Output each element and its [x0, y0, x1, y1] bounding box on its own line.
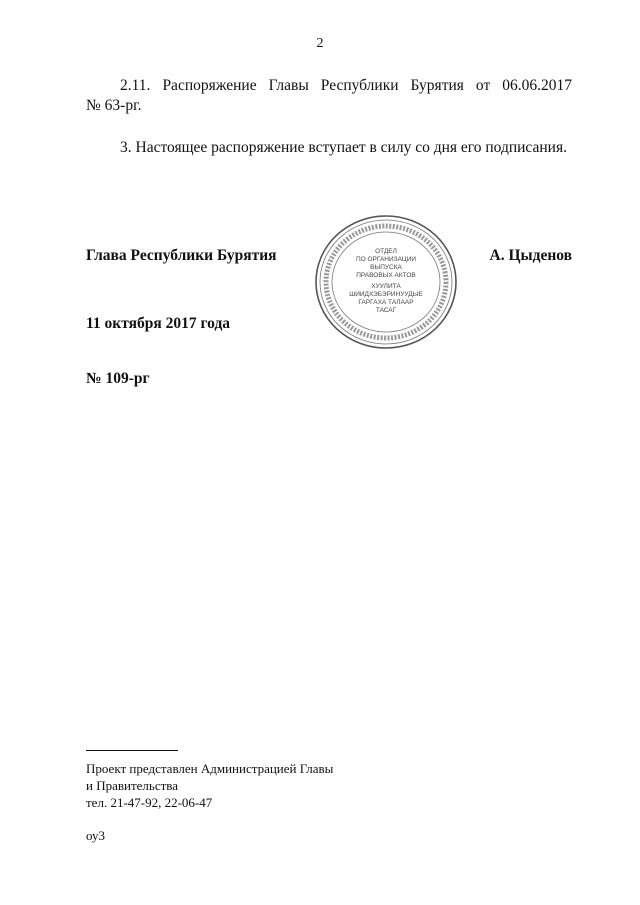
- svg-text:ПО ОРГАНИЗАЦИИ: ПО ОРГАНИЗАЦИИ: [355, 256, 417, 263]
- svg-text:ОТДЕЛ: ОТДЕЛ: [375, 248, 397, 255]
- svg-text:ВЫПУСКА: ВЫПУСКА: [370, 264, 402, 271]
- footnote-divider: [86, 750, 178, 751]
- footer-line2: и Правительства: [86, 778, 179, 793]
- svg-text:ГАРГАХА ТАЛААР: ГАРГАХА ТАЛААР: [358, 299, 414, 306]
- svg-text:ТАСАГ: ТАСАГ: [375, 307, 397, 314]
- page-number: 2: [316, 36, 324, 51]
- official-seal: [312, 212, 460, 352]
- item-3: 3. Настоящее распоряжение вступает в силу со дня его подписания.: [120, 139, 567, 156]
- svg-text:ШИИДХЭБЭРИНУУДЫЕ: ШИИДХЭБЭРИНУУДЫЕ: [349, 291, 423, 298]
- document-number: № 109-рг: [86, 370, 150, 387]
- svg-text:ПРАВОВЫХ АКТОВ: ПРАВОВЫХ АКТОВ: [356, 272, 416, 279]
- signature-date: 11 октября 2017 года: [86, 315, 231, 332]
- signatory-position: Глава Республики Бурятия: [86, 247, 277, 264]
- item-2-11-line1: 2.11. Распоряжение Главы Республики Бурятия от 06.06.2017: [120, 77, 572, 94]
- footer-line1: Проект представлен Администрацией Главы: [86, 761, 334, 776]
- footer-phones: тел. 21-47-92, 22-06-47: [86, 795, 213, 810]
- svg-text:ХУУЛИТА: ХУУЛИТА: [371, 283, 401, 290]
- footer-code: оу3: [86, 828, 106, 843]
- signatory-name: А. Цыденов: [489, 247, 572, 264]
- item-2-11-line2: № 63-рг.: [86, 97, 142, 114]
